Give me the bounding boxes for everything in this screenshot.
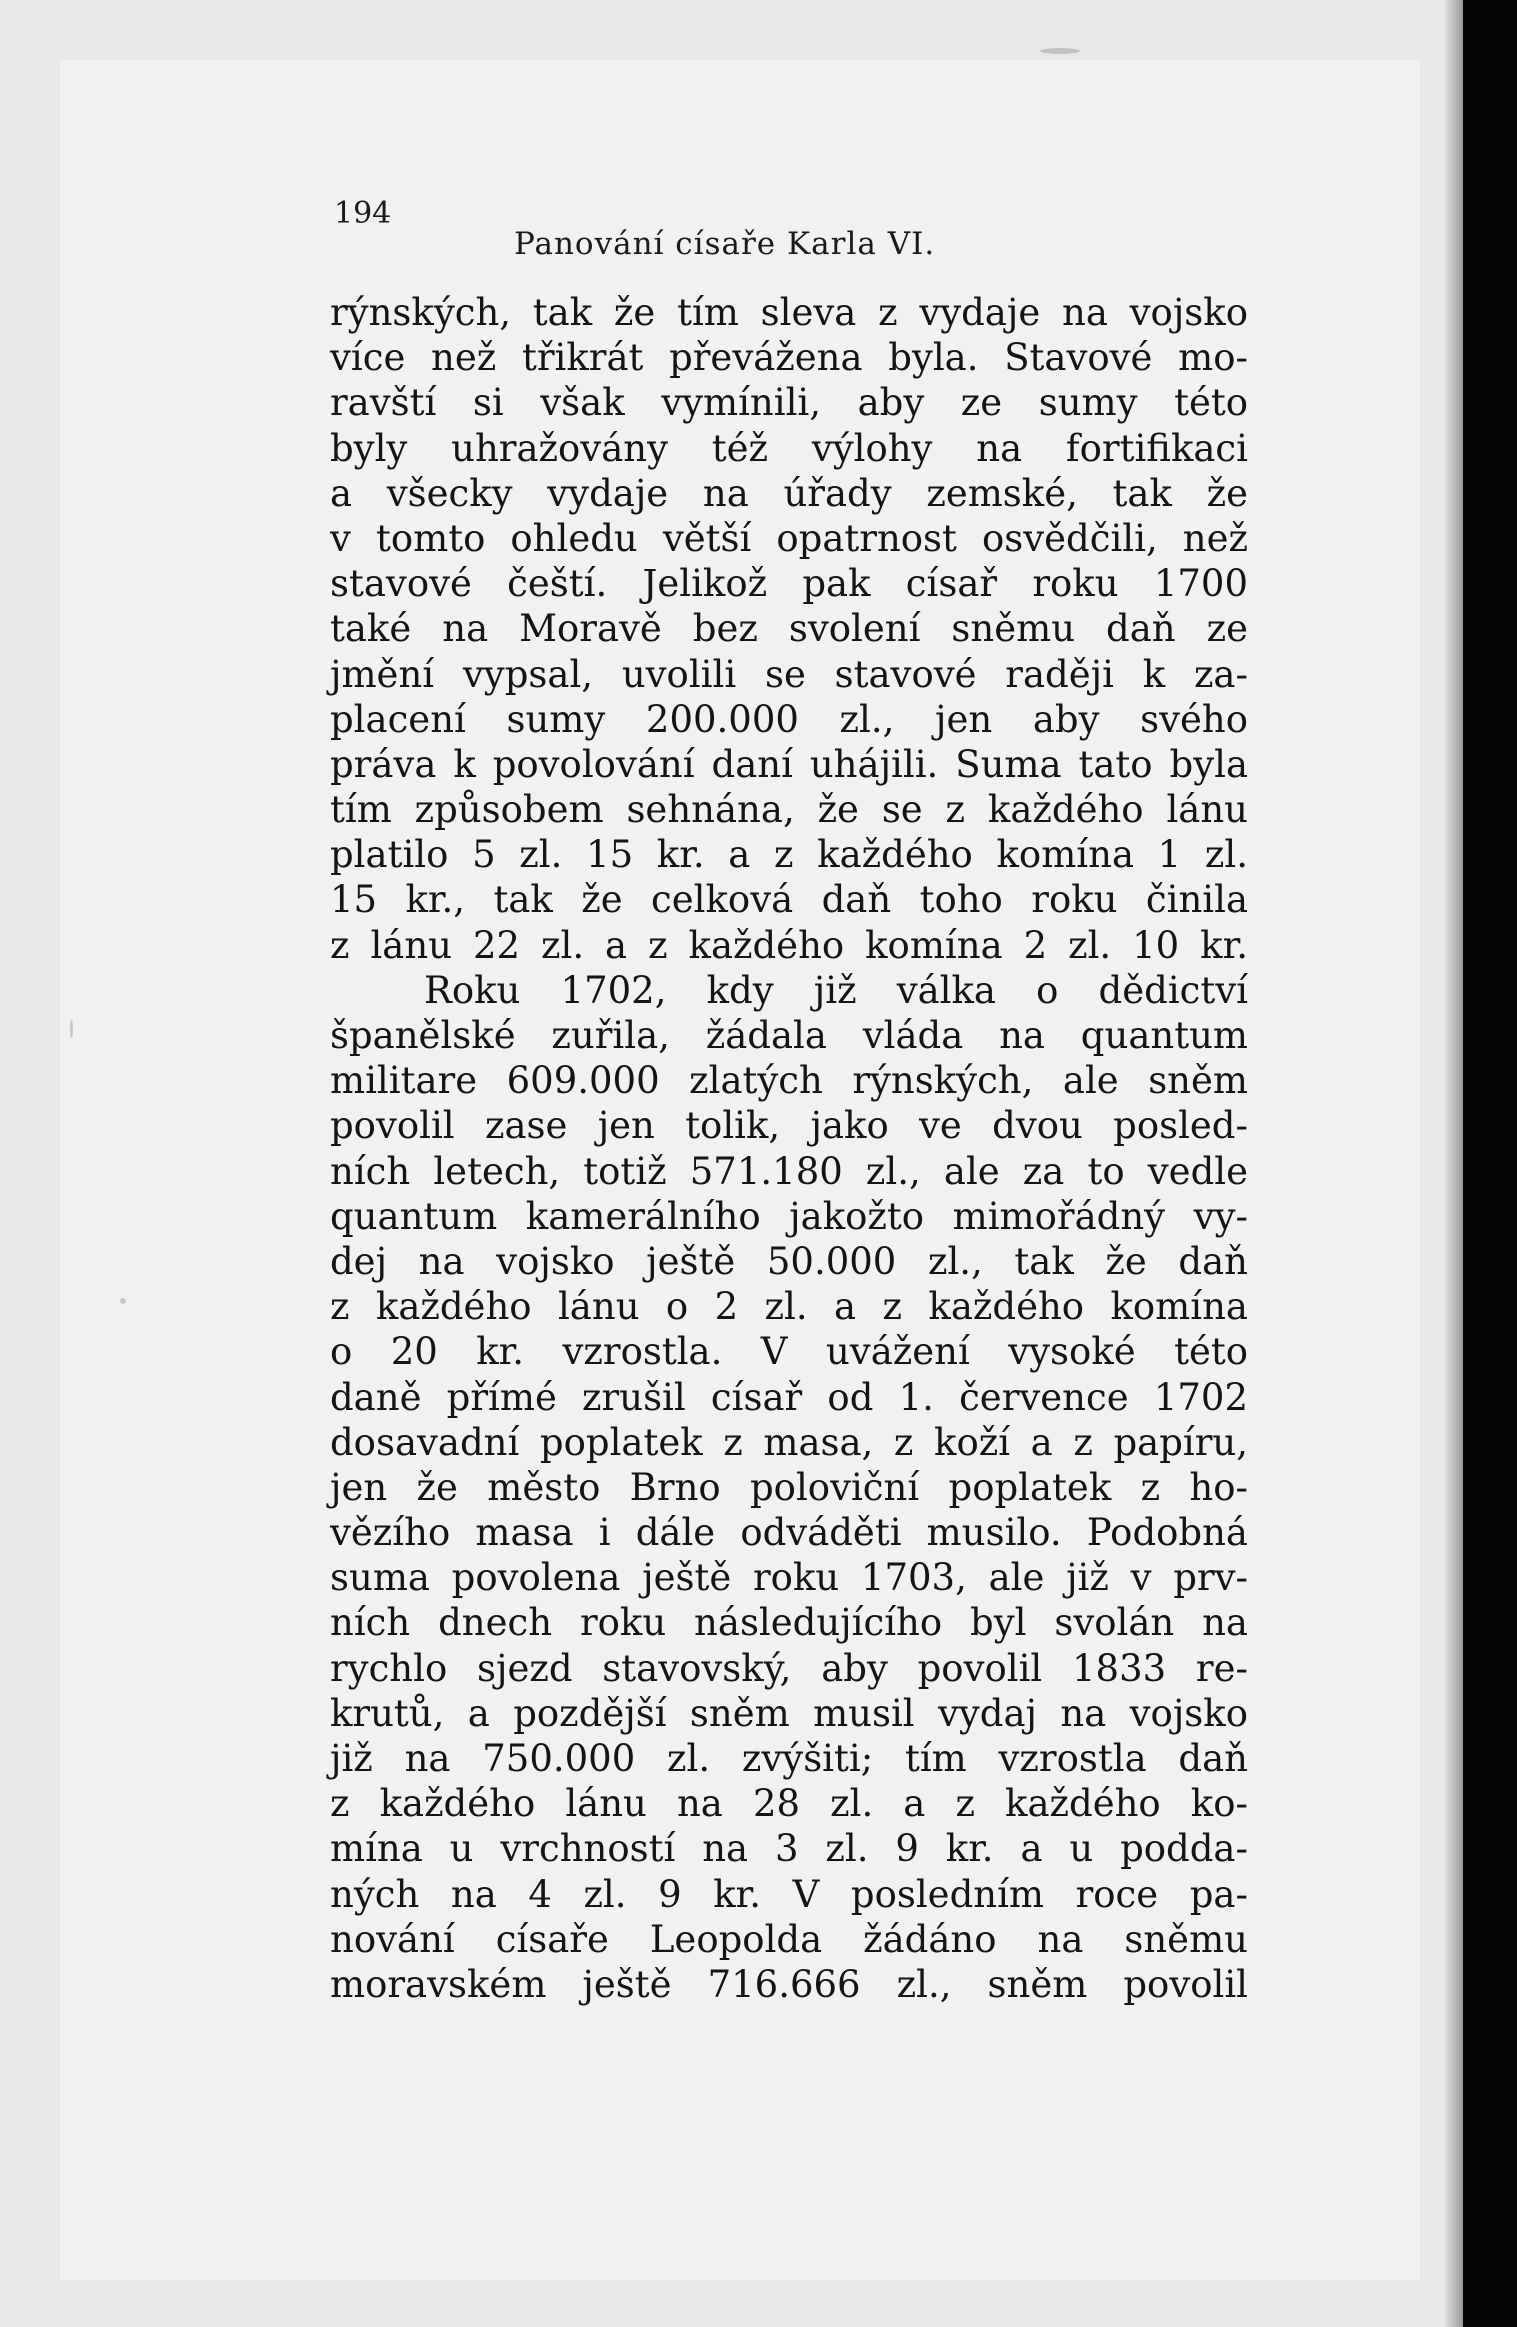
text-line: a všecky vydaje na úřady zemské, tak že <box>330 471 1248 515</box>
text-line: moravském ještě 716.666 zl., sněm povolil <box>330 1962 1248 2006</box>
text-line: ních dnech roku následujícího byl svolán na <box>330 1601 1248 1645</box>
text-line: rychlo sjezd stavovský, aby povolil 1833 re- <box>330 1646 1248 1690</box>
text-line: mína u vrchností na 3 zl. 9 kr. a u podda- <box>330 1827 1248 1871</box>
text-line: z lánu 22 zl. a z každého komína 2 zl. 10 kr. <box>330 923 1248 967</box>
text-line: suma povolena ještě roku 1703, ale již v prv- <box>330 1556 1248 1600</box>
text-line: o 20 kr. vzrostla. V uvážení vysoké této <box>330 1330 1248 1374</box>
text-line: tím způsobem sehnána, že se z každého lánu <box>330 788 1248 832</box>
book-gutter <box>1463 0 1517 2327</box>
text-line: platilo 5 zl. 15 kr. a z každého komína 1 zl. <box>330 833 1248 877</box>
text-line: daně přímé zrušil císař od 1. července 1702 <box>330 1375 1248 1419</box>
text-line: dej na vojsko ještě 50.000 zl., tak že daň <box>330 1239 1248 1283</box>
text-line: vězího masa i dále odváděti musilo. Podobná <box>330 1511 1248 1555</box>
text-line: jen že město Brno poloviční poplatek z ho- <box>330 1465 1248 1509</box>
text-line: španělské zuřila, žádala vláda na quantum <box>330 1014 1248 1057</box>
text-line: povolil zase jen tolik, jako ve dvou posled- <box>330 1104 1248 1148</box>
text-line: ných na 4 zl. 9 kr. V posledním roce pa- <box>330 1872 1248 1916</box>
text-line: již na 750.000 zl. zvýšiti; tím vzrostla daň <box>330 1737 1248 1780</box>
paper-speck <box>120 1298 126 1304</box>
paper-speck <box>70 1020 73 1038</box>
text-line: rýnských, tak že tím sleva z vydaje na vojsko <box>330 291 1248 334</box>
text-line: 15 kr., tak že celková daň toho roku činila <box>330 878 1248 922</box>
text-line: jmění vypsal, uvolili se stavové raději k za- <box>330 652 1248 696</box>
page-header <box>334 196 1254 266</box>
text-line: dosavadní poplatek z masa, z koží a z papíru, <box>330 1420 1248 1464</box>
text-line: nování císaře Leopolda žádáno na sněmu <box>330 1917 1248 1961</box>
text-line: více než třikrát převážena byla. Stavové mo- <box>330 336 1248 380</box>
text-line: quantum kamerálního jakožto mimořádný vy- <box>330 1194 1248 1238</box>
text-line: také na Moravě bez svolení sněmu daň ze <box>330 607 1248 651</box>
text-line: militare 609.000 zlatých rýnských, ale sněm <box>330 1059 1248 1103</box>
text-line: placení sumy 200.000 zl., jen aby svého <box>330 697 1248 741</box>
text-line: stavové čeští. Jelikož pak císař roku 1700 <box>330 562 1248 606</box>
text-line: ravští si však vymínili, aby ze sumy této <box>330 381 1248 425</box>
text-line: byly uhražovány též výlohy na fortifikaci <box>330 426 1248 470</box>
text-line: z každého lánu o 2 zl. a z každého komína <box>330 1285 1248 1329</box>
running-title: Panování císaře Karla VI. <box>514 226 936 262</box>
text-line: krutů, a pozdější sněm musil vydaj na vojsko <box>330 1691 1248 1735</box>
page-edge-shadow <box>1445 0 1463 2327</box>
page-number: 194 <box>334 196 392 231</box>
text-line: Roku 1702, kdy již válka o dědictví <box>424 968 1248 1012</box>
text-line: práva k povolování daní uhájili. Suma tato byla <box>330 742 1248 786</box>
text-line: z každého lánu na 28 zl. a z každého ko- <box>330 1782 1248 1826</box>
text-line: v tomto ohledu větší opatrnost osvědčili, než <box>330 516 1248 560</box>
body-text <box>330 290 1248 2007</box>
paper-speck <box>1040 48 1080 54</box>
text-line: ních letech, totiž 571.180 zl., ale za to vedle <box>330 1149 1248 1193</box>
